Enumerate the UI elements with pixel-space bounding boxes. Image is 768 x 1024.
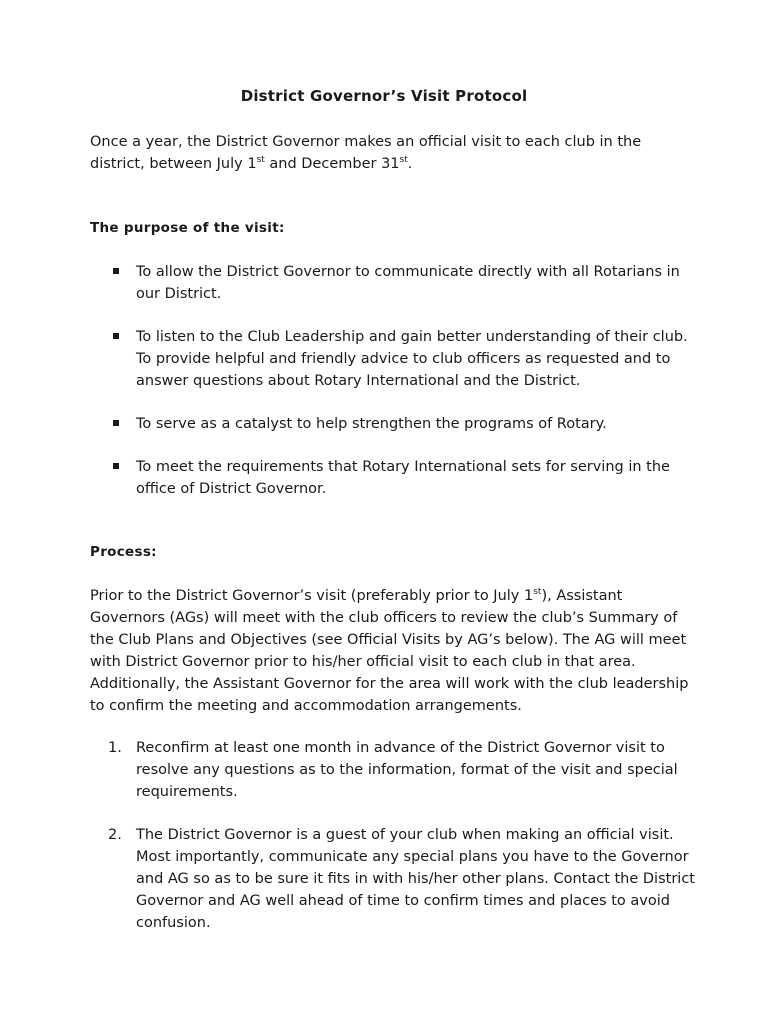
bullet-marker bbox=[113, 463, 119, 469]
document-title: District Governor’s Visit Protocol bbox=[240, 87, 528, 105]
intro-sup-2: st bbox=[399, 155, 408, 166]
intro-text-middle: and December 31 bbox=[264, 156, 400, 172]
intro-text-start: Once a year, the District Governor makes an official visit to each club in the district, between July 1 bbox=[90, 134, 642, 172]
bullet-marker bbox=[113, 268, 119, 274]
intro-text-end: . bbox=[407, 156, 413, 172]
purpose-item: To allow the District Governor to communicate directly with all Rotarians in our District. bbox=[136, 264, 680, 302]
purpose-item: To listen to the Club Leadership and gain better understanding of their club. To provide helpful and friendly advice to club officers as requested and to answer questions about Rotary International and the District. bbox=[136, 329, 688, 389]
list-number: 1. bbox=[108, 740, 122, 756]
process-sup: st bbox=[533, 587, 542, 598]
bullet-marker bbox=[113, 420, 119, 426]
purpose-heading: The purpose of the visit: bbox=[90, 220, 285, 236]
purpose-item: To meet the requirements that Rotary International sets for serving in the office of District Governor. bbox=[136, 459, 670, 497]
bullet-marker bbox=[113, 333, 119, 339]
purpose-item: To serve as a catalyst to help strengthen the programs of Rotary. bbox=[136, 416, 607, 432]
process-heading: Process: bbox=[90, 544, 157, 560]
process-item: Reconfirm at least one month in advance of the District Governor visit to resolve any questions as to the information, format of the visit and special requirements. bbox=[136, 740, 678, 800]
intro-sup-1: st bbox=[256, 155, 265, 166]
process-text-start: Prior to the District Governor’s visit (preferably prior to July 1 bbox=[90, 588, 534, 604]
process-item: The District Governor is a guest of your club when making an official visit. Most importantly, communicate any special plans you have to the Governor and AG so as to be sure it fits in with his/her other plans. Contact the District Governor and AG well ahead of time to confirm times and places to avoid confusion. bbox=[136, 827, 695, 931]
list-number: 2. bbox=[108, 827, 122, 843]
process-paragraph bbox=[90, 585, 690, 717]
process-text-rest: ), Assistant Governors (AGs) will meet with the club officers to review the club’s Summary of the Club Plans and Objectives (see Official Visits by AG’s below). The AG will meet with District Governor prior to his/her official visit to each club in that area. Additionally, the Assistant Governor for the area will work with the club leadership to confirm the meeting and accommodation arrangements. bbox=[90, 588, 689, 714]
intro-paragraph bbox=[90, 131, 690, 175]
